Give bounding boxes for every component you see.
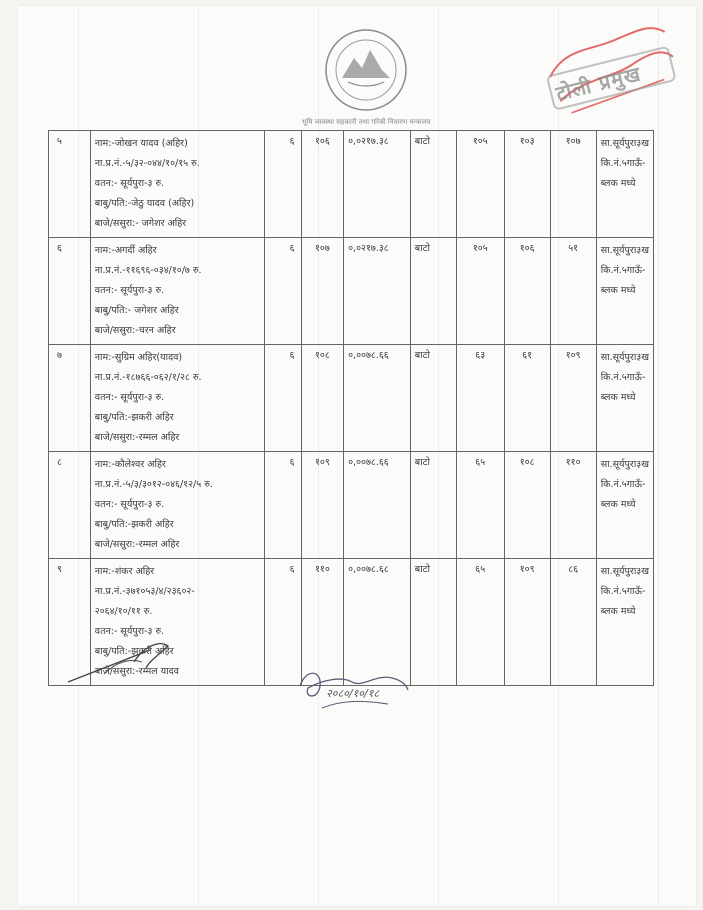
- ward-cell: [265, 345, 301, 452]
- boundary-north: १०७: [550, 131, 596, 238]
- remarks: सा.सूर्यपुरा३ख कि.नं.५गाऊँ-ब्लक मध्ये: [596, 131, 653, 238]
- ward-no: ६: [289, 564, 295, 575]
- area: ०,००७८.६६: [344, 345, 411, 452]
- land-type: बाटो: [410, 345, 456, 452]
- table-row: [49, 238, 654, 345]
- father-name: बाबु/पति:- जगेशर अहिर: [94, 305, 179, 316]
- grandfather-name: बाजे/ससुरा:-चरन अहिर: [94, 325, 176, 336]
- kitta-no: १०९: [301, 452, 343, 559]
- boundary-west: १०३: [504, 131, 550, 238]
- owner-name: नाम:-कौलेश्वर अहिर: [94, 459, 166, 470]
- land-type: बाटो: [410, 238, 456, 345]
- area: ०,०२१७.३८: [344, 131, 411, 238]
- table-row: [49, 452, 654, 559]
- signature-left: [64, 632, 174, 692]
- father-name: बाबु/पति:-झकरी अहिर: [94, 412, 174, 423]
- address: वतन:- सूर्यपुरा-३ रु.: [94, 285, 165, 296]
- boundary-west: १०८: [504, 452, 550, 559]
- citizenship-no: ना.प्र.नं.-३७१०५३/४/२३६०२-: [94, 586, 195, 597]
- seal-text: भूमि व्यवस्था सहकारी तथा गरिबी निवारण मन्त्रालय: [301, 118, 431, 126]
- serial-number: ९: [49, 559, 91, 686]
- boundary-east: १०५: [456, 131, 504, 238]
- kitta-no: १०६: [301, 131, 343, 238]
- area: ०,००७८.६६: [344, 452, 411, 559]
- ward-no: ६: [289, 350, 295, 361]
- ward-cell: [265, 131, 301, 238]
- table-row: [49, 345, 654, 452]
- father-name: बाबु/पति:-जेठु यादव (अहिर): [94, 198, 195, 209]
- grandfather-name: बाजे/ससुरा:-रम्मल अहिर: [94, 432, 180, 443]
- area: ०,००७८.६८: [344, 559, 411, 686]
- boundary-north: ८६: [550, 559, 596, 686]
- land-type: बाटो: [410, 131, 456, 238]
- remarks: सा.सूर्यपुरा३ख कि.नं.५गाऊँ-ब्लक मध्ये: [596, 238, 653, 345]
- grandfather-name: बाजे/ससुरा:- जगेशर अहिर: [94, 218, 187, 229]
- boundary-east: १०५: [456, 238, 504, 345]
- citizenship-no: ना.प्र.नं.-१८७६६-०६२/१/२८ रु.: [94, 372, 202, 383]
- remarks: सा.सूर्यपुरा३ख कि.नं.५गाऊँ-ब्लक मध्ये: [596, 559, 653, 686]
- address: वतन:- सूर्यपुरा-३ रु.: [94, 178, 165, 189]
- address: वतन:- सूर्यपुरा-३ रु.: [94, 499, 165, 510]
- owner-details: [90, 452, 265, 559]
- land-type: बाटो: [410, 559, 456, 686]
- boundary-north: १०९: [550, 345, 596, 452]
- government-seal: [296, 20, 436, 140]
- serial-number: ७: [49, 345, 91, 452]
- citizenship-no-cont: २०६४/१०/११ रु.: [94, 606, 153, 617]
- father-name: बाबु/पति:-झकरी अहिर: [94, 646, 174, 657]
- address: वतन:- सूर्यपुरा-३ रु.: [94, 626, 165, 637]
- address: वतन:- सूर्यपुरा-३ रु.: [94, 392, 165, 403]
- kitta-no: १०७: [301, 238, 343, 345]
- owner-name: नाम:-अगर्दी अहिर: [94, 245, 157, 256]
- serial-number: ८: [49, 452, 91, 559]
- owner-name: नाम:-शंकर अहिर: [94, 566, 155, 577]
- ward-cell: [265, 452, 301, 559]
- boundary-west: ६१: [504, 345, 550, 452]
- boundary-west: १०९: [504, 559, 550, 686]
- boundary-north: ५१: [550, 238, 596, 345]
- kitta-no: ११०: [301, 559, 343, 686]
- ward-no: ६: [289, 136, 295, 147]
- serial-number: ६: [49, 238, 91, 345]
- page-rule: [658, 6, 659, 906]
- owner-details: [90, 238, 265, 345]
- remarks: सा.सूर्यपुरा३ख कि.नं.५गाऊँ-ब्लक मध्ये: [596, 452, 653, 559]
- citizenship-no: ना.प्र.नं.-५/३/३०१२-०४६/१२/५ रु.: [94, 479, 213, 490]
- stamp-text: टोली प्रमुख: [553, 61, 644, 106]
- owner-details: [90, 131, 265, 238]
- boundary-east: ६५: [456, 559, 504, 686]
- remarks: सा.सूर्यपुरा३ख कि.नं.५गाऊँ-ब्लक मध्ये: [596, 345, 653, 452]
- boundary-west: १०६: [504, 238, 550, 345]
- signature-date: २०८०/१०/१८: [326, 687, 380, 700]
- ward-no: ६: [289, 243, 295, 254]
- citizenship-no: ना.प्र.नं.-११६९६-०३४/१०/७ रु.: [94, 265, 202, 276]
- owner-name: नाम:-सुग्रिम अहिर(यादव): [94, 352, 183, 363]
- area: ०,०२१७.३८: [344, 238, 411, 345]
- kitta-no: १०८: [301, 345, 343, 452]
- land-record-table: [48, 130, 654, 686]
- land-type: बाटो: [410, 452, 456, 559]
- father-name: बाबु/पति:-झकरी अहिर: [94, 519, 174, 530]
- table-row: [49, 131, 654, 238]
- citizenship-no: ना.प्र.नं.-५/३२-०४४/१०/१५ रु.: [94, 158, 200, 169]
- ward-no: ६: [289, 457, 295, 468]
- boundary-east: ६३: [456, 345, 504, 452]
- owner-details: [90, 345, 265, 452]
- boundary-north: ११०: [550, 452, 596, 559]
- grandfather-name: बाजे/ससुरा:-रम्मल यादव: [94, 666, 179, 677]
- ward-cell: [265, 238, 301, 345]
- owner-name: नाम:-जोखन यादव (अहिर): [94, 138, 188, 149]
- grandfather-name: बाजे/ससुरा:-रम्मल अहिर: [94, 539, 180, 550]
- boundary-east: ६५: [456, 452, 504, 559]
- serial-number: ५: [49, 131, 91, 238]
